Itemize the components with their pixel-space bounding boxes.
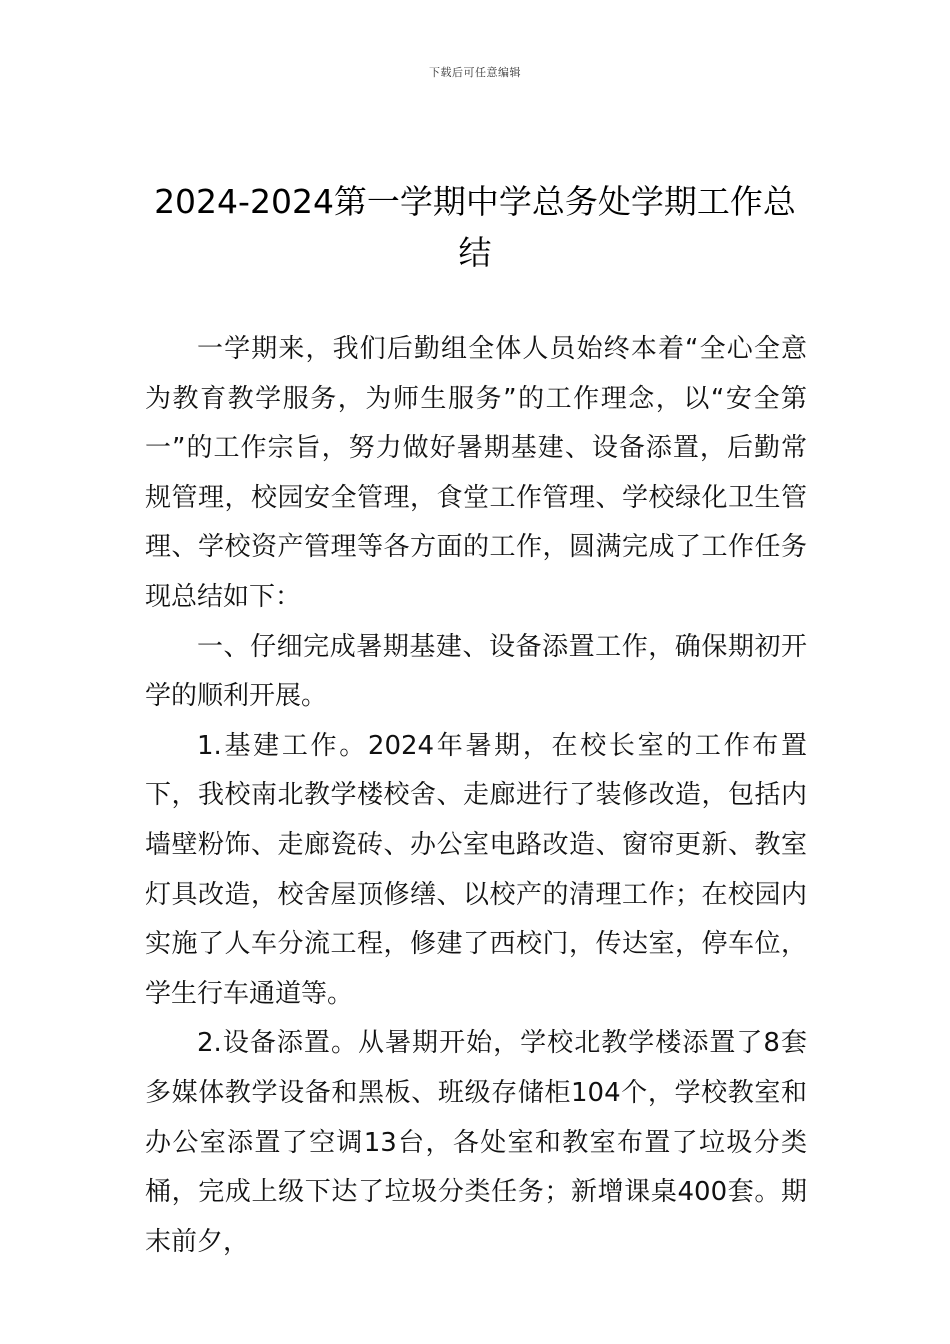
- paragraph-infrastructure: 1.基建工作。2024年暑期，在校长室的工作布置下，我校南北教学楼校舍、走廊进行了装修改造，包括内墙壁粉饰、走廊瓷砖、办公室电路改造、窗帘更新、教室灯具改造，校舍屋顶修缮、以校产的清理工作；在校园内实施了人车分流工程，修建了西校门，传达室，停车位，学生行车通道等。: [145, 730, 807, 1009]
- document-body: [145, 325, 807, 1267]
- paragraph-section-1: 一、仔细完成暑期基建、设备添置工作，确保期初开学的顺利开展。: [145, 631, 807, 712]
- document-title: 2024-2024第一学期中学总务处学期工作总结: [154, 182, 796, 272]
- paragraph-intro: 一学期来，我们后勤组全体人员始终本着“全心全意为教育教学服务，为师生服务”的工作理念，以“安全第一”的工作宗旨，努力做好暑期基建、设备添置，后勤常规管理，校园安全管理，食堂工作管理、学校绿化卫生管理、学校资产管理等各方面的工作，圆满完成了工作任务现总结如下：: [145, 334, 807, 612]
- header-note: 下载后可任意编辑: [429, 66, 521, 79]
- paragraph-equipment: 2.设备添置。从暑期开始，学校北教学楼添置了8套多媒体教学设备和黑板、班级存储柜104个，学校教室和办公室添置了空调13台，各处室和教室布置了垃圾分类桶，完成上级下达了垃圾分类任务；新增课桌400套。期末前夕，: [145, 1028, 807, 1257]
